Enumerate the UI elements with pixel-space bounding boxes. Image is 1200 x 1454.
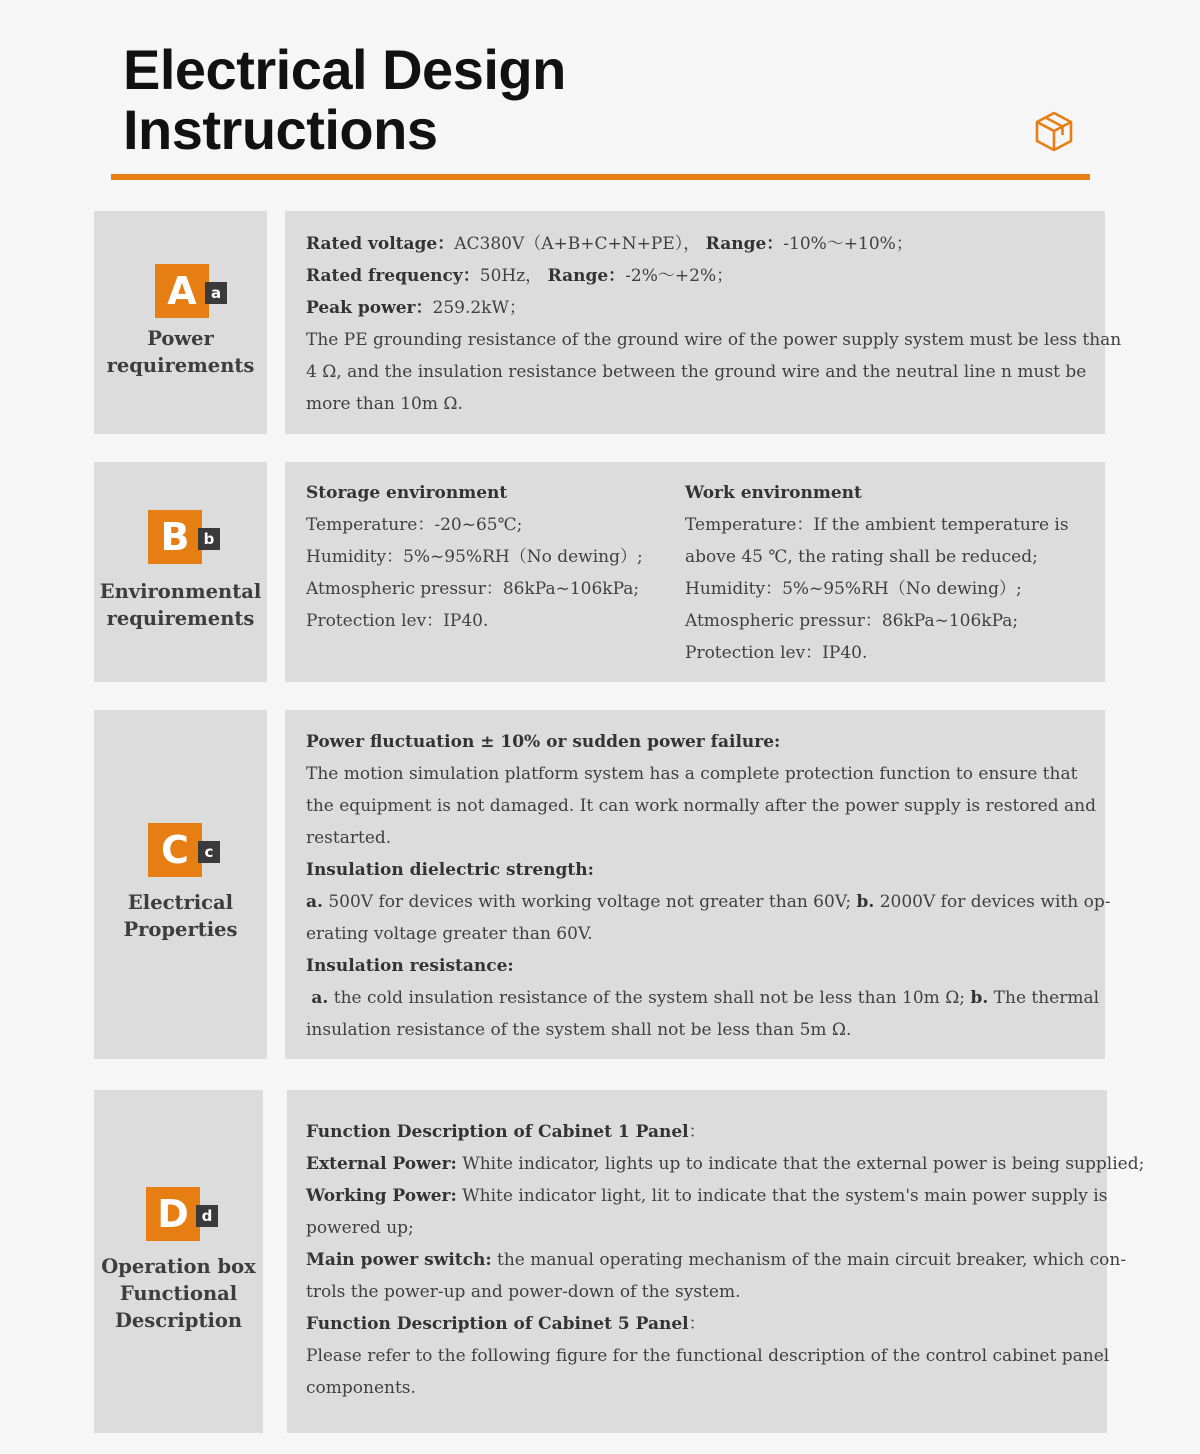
- storage-line: Atmospheric pressur：86kPa~106kPa;: [306, 579, 640, 599]
- working-power-line-1: Working Power: White indicator light, lit to indicate that the system's main power supply is: [306, 1186, 1108, 1206]
- title-line-1: Electrical Design: [123, 38, 566, 101]
- page-title: [123, 40, 566, 160]
- work-line: Humidity：5%~95%RH（No dewing）;: [685, 579, 1022, 599]
- section-c-content-panel: [285, 710, 1111, 1059]
- cube-icon: [1033, 110, 1075, 152]
- main-power-switch-line-2: trols the power-up and power-down of the system.: [306, 1282, 741, 1302]
- working-power-line-2: powered up;: [306, 1218, 414, 1238]
- storage-line: Humidity：5%~95%RH（No dewing）;: [306, 547, 643, 567]
- section-a-label-panel: [94, 211, 267, 434]
- storage-line: Temperature：-20~65℃;: [306, 515, 523, 535]
- power-fluctuation-title: Power fluctuation ± 10% or sudden power failure:: [306, 732, 781, 752]
- work-line: Protection lev：IP40.: [685, 643, 868, 663]
- peak-power-line: Peak power：259.2kW；: [306, 298, 526, 318]
- rated-voltage-line: Rated voltage：AC380V（A+B+C+N+PE）， Range：-10%～+10%；: [306, 234, 913, 254]
- cabinet-5-title: Function Description of Cabinet 5 Panel：: [306, 1314, 706, 1334]
- section-b-badge: B: [148, 510, 202, 564]
- insulation-resistance-title: Insulation resistance:: [306, 956, 514, 976]
- insulation-resistance-line-1: a. the cold insulation resistance of the system shall not be less than 10m Ω; b. The thermal: [311, 988, 1100, 1008]
- storage-line: Protection lev：IP40.: [306, 611, 489, 631]
- section-d-title: Operation box Functional Description: [101, 1255, 256, 1332]
- dielectric-strength-title: Insulation dielectric strength:: [306, 860, 594, 880]
- section-b-sub-badge: b: [198, 528, 220, 550]
- power-fluctuation-line-1: The motion simulation platform system has a complete protection function to ensure that: [306, 764, 1078, 784]
- dielectric-strength-line-2: erating voltage greater than 60V.: [306, 924, 593, 944]
- pe-grounding-line-3: more than 10m Ω.: [306, 394, 463, 414]
- section-a-content-panel: [285, 211, 1122, 434]
- section-a-content: [306, 228, 1121, 420]
- section-c-badge: C: [148, 823, 202, 877]
- work-environment: [685, 477, 1069, 669]
- work-environment-title: Work environment: [685, 483, 862, 503]
- power-fluctuation-line-3: restarted.: [306, 828, 392, 848]
- title-line-2: Instructions: [123, 98, 438, 161]
- header-rule: [111, 174, 1090, 180]
- pe-grounding-line-1: The PE grounding resistance of the ground wire of the power supply system must be less than: [306, 330, 1122, 350]
- storage-environment: [306, 477, 643, 637]
- work-line: Atmospheric pressur：86kPa~106kPa;: [685, 611, 1019, 631]
- section-c-label-panel: [94, 710, 267, 1059]
- refer-figure-line-1: Please refer to the following figure for the functional description of the control cabinet panel: [306, 1346, 1110, 1366]
- pe-grounding-line-2: 4 Ω, and the insulation resistance between the ground wire and the neutral line n must be: [306, 362, 1087, 382]
- power-fluctuation-line-2: the equipment is not damaged. It can work normally after the power supply is restored and: [306, 796, 1096, 816]
- section-c-title: Electrical Properties: [123, 891, 238, 941]
- section-c-content: [306, 726, 1110, 1046]
- work-line: above 45 ℃, the rating shall be reduced;: [685, 547, 1038, 567]
- section-a-sub-badge: a: [205, 282, 227, 304]
- cabinet-1-title: Function Description of Cabinet 1 Panel：: [306, 1122, 706, 1142]
- rated-frequency-line: Rated frequency：50Hz， Range：-2%～+2%；: [306, 266, 734, 286]
- section-a-badge: A: [155, 264, 209, 318]
- section-d-content: [306, 1116, 1144, 1404]
- section-b-content-panel: [285, 462, 1105, 682]
- section-b-title: Environmental requirements: [99, 580, 262, 630]
- refer-figure-line-2: components.: [306, 1378, 416, 1398]
- section-d-content-panel: [287, 1090, 1145, 1433]
- work-line: Temperature：If the ambient temperature is: [685, 515, 1069, 535]
- insulation-resistance-line-2: insulation resistance of the system shall not be less than 5m Ω.: [306, 1020, 852, 1040]
- section-d-label-panel: [94, 1090, 263, 1433]
- section-d-sub-badge: d: [196, 1205, 218, 1227]
- section-c-sub-badge: c: [198, 841, 220, 863]
- external-power-line: External Power: White indicator, lights up to indicate that the external power is being supplied;: [306, 1154, 1145, 1174]
- dielectric-strength-line-1: a. 500V for devices with working voltage not greater than 60V; b. 2000V for devices with op-: [306, 892, 1111, 912]
- main-power-switch-line-1: Main power switch: the manual operating mechanism of the main circuit breaker, which con-: [306, 1250, 1127, 1270]
- section-a-title: Power requirements: [106, 327, 255, 377]
- section-b-label-panel: [94, 462, 267, 682]
- storage-environment-title: Storage environment: [306, 483, 508, 503]
- section-d-badge: D: [146, 1187, 200, 1241]
